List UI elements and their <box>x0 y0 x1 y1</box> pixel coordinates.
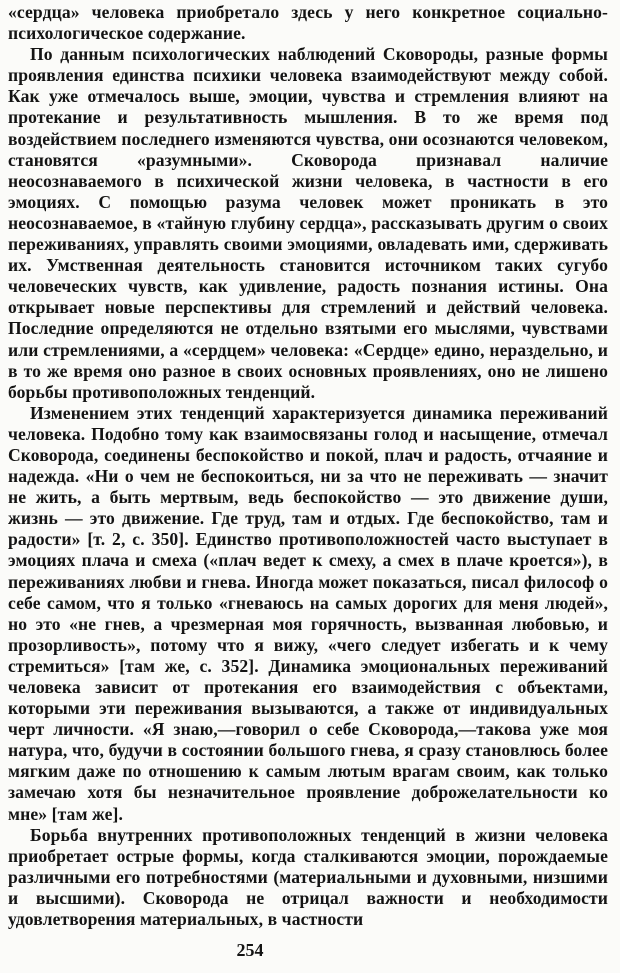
page-number: 254 <box>236 940 264 960</box>
paragraph: По данным психологических наблюдений Сковороды, разные формы проявления единства психики человека взаимодействуют между собой. Как уже отмечалось выше, эмоции, чувства и стремления влияют на протекание и результативность мышления. В то же время под воздействием последнего изменяются чувства, они осознаются человеком, становятся «разумными». Сковорода признавал наличие неосознаваемого в психической жизни человека, в частности в его эмоциях. С помощью разума человек может проникать в это неосознаваемое, в «тайную глубину сердца», рассказывать другим о своих переживаниях, управлять своими эмоциями, овладевать ими, сдерживать их. Умственная деятельность становится источником таких сугубо человеческих чувств, как удивление, радость познания истины. Она открывает новые перспективы для стремлений и действий человека. Последние определяются не отдельно взятыми его мыслями, чувствами или стремлениями, а «сердцем» человека: «Сердце» едино, нераздельно, и в то же время оно разное в своих основных проявлениях, оно не лишено борьбы противоположных тенденций. <box>8 44 608 402</box>
body-text <box>8 2 608 930</box>
paragraph: Борьба внутренних противоположных тенденций в жизни человека приобретает острые формы, когда сталкиваются эмоции, порождаемые различными его потребностями (материальными и духовными, низшими и высшими). Сковорода не отрицал важности и необходимости удовлетворения материальных, в частности <box>8 824 608 930</box>
paragraph: Изменением этих тенденций характеризуется динамика переживаний человека. Подобно тому как взаимосвязаны голод и насыщение, отмечал Сковорода, соединены беспокойство и покой, плач и радость, отчаяние и надежда. «Ни о чем не беспокоиться, ни за что не переживать — значит не жить, а быть мертвым, ведь беспокойство — это движение души, жизнь — это движение. Где труд, там и отдых. Где беспокойство, там и радости» [т. 2, с. 350]. Единство противоположностей часто выступает в эмоциях плача и смеха («плач ведет к смеху, а смех в плаче кроется»), в переживаниях любви и гнева. Иногда может показаться, писал философ о себе самом, что я только «гневаюсь на самых дорогих для меня людей», но это «не гнев, а чрезмерная моя горячность, вызванная любовью, и прозорливость», потому что я вижу, «чего следует избегать и к чему стремиться» [там же, с. 352]. Динамика эмоциональных переживаний человека зависит от протекания его взаимодействия с объектами, которыми эти переживания вызываются, а также от индивидуальных черт личности. «Я знаю,—говорил о себе Сковорода,—такова уже моя натура, что, будучи в состоянии большого гнева, я сразу становлюсь более мягким даже по отношению к самым лютым врагам своим, как только замечаю хотя бы незначительное проявление доброжелательности ко мне» [там же]. <box>8 402 608 824</box>
page-number-container <box>0 940 620 961</box>
paragraph: «сердца» человека приобретало здесь у него конкретное социально-психологическое содержание. <box>8 2 608 44</box>
